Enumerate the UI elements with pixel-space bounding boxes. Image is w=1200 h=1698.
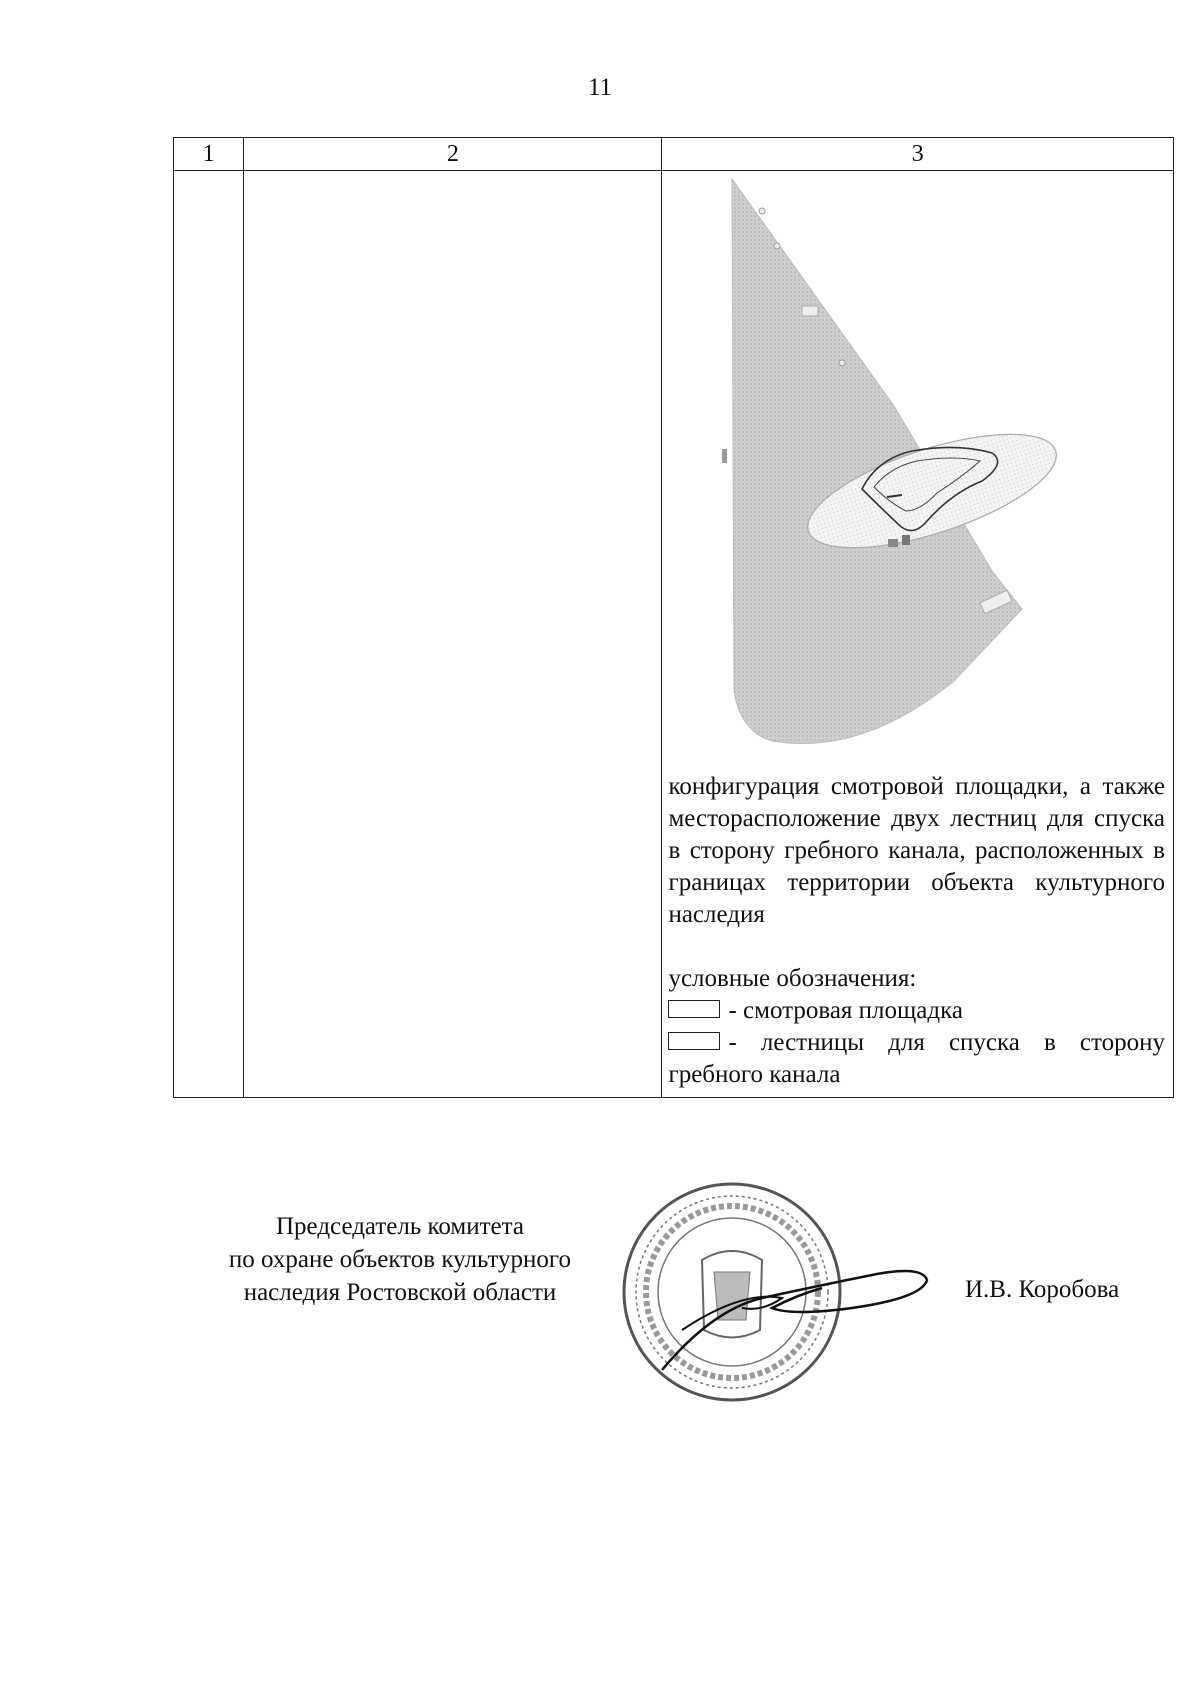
legend-label-platform: - смотровая площадка	[728, 997, 963, 1024]
scheme-description: конфигурация смотровой площадки, а также месторасположение двух лестниц для спуска в сторону гребного канала, расположенных в границах территории объекта культурного наследия	[668, 773, 1165, 928]
table-row	[174, 171, 1174, 1098]
appendix-table	[173, 137, 1174, 1098]
legend-item-platform	[668, 995, 1165, 1027]
staircase-marker	[902, 535, 910, 545]
signatory-position	[190, 1210, 610, 1309]
column-header-2: 2	[244, 138, 662, 171]
cell-number	[174, 171, 244, 1098]
position-line: Председатель комитета	[276, 1213, 524, 1240]
site-plan-scheme	[662, 171, 1173, 771]
column-header-1: 1	[174, 138, 244, 171]
legend-item-stairs	[668, 1027, 1165, 1059]
legend-swatch-stairs	[668, 1032, 720, 1050]
feature-marker	[722, 449, 727, 463]
position-line: по охране объектов культурного	[228, 1246, 572, 1273]
legend-label-stairs: - лестницы для спуска в сторону	[728, 1029, 1165, 1056]
legend-title: условные обозначения:	[668, 965, 917, 992]
page-number: 11	[587, 74, 613, 101]
cell-name	[244, 171, 662, 1098]
scheme-description-block	[662, 771, 1173, 1097]
cell-scheme	[662, 171, 1174, 1098]
legend-swatch-platform	[668, 1000, 720, 1018]
staircase-marker	[888, 539, 898, 547]
legend-label-stairs-continuation: гребного канала	[668, 1061, 841, 1088]
feature-marker	[802, 306, 818, 316]
table-header-row	[174, 138, 1174, 171]
signatory-name: И.В. Коробова	[965, 1276, 1120, 1303]
official-seal-and-signature	[622, 1180, 942, 1410]
position-line: наследия Ростовской области	[243, 1279, 557, 1306]
site-plan-drawing	[662, 171, 1170, 771]
column-header-3: 3	[662, 138, 1174, 171]
